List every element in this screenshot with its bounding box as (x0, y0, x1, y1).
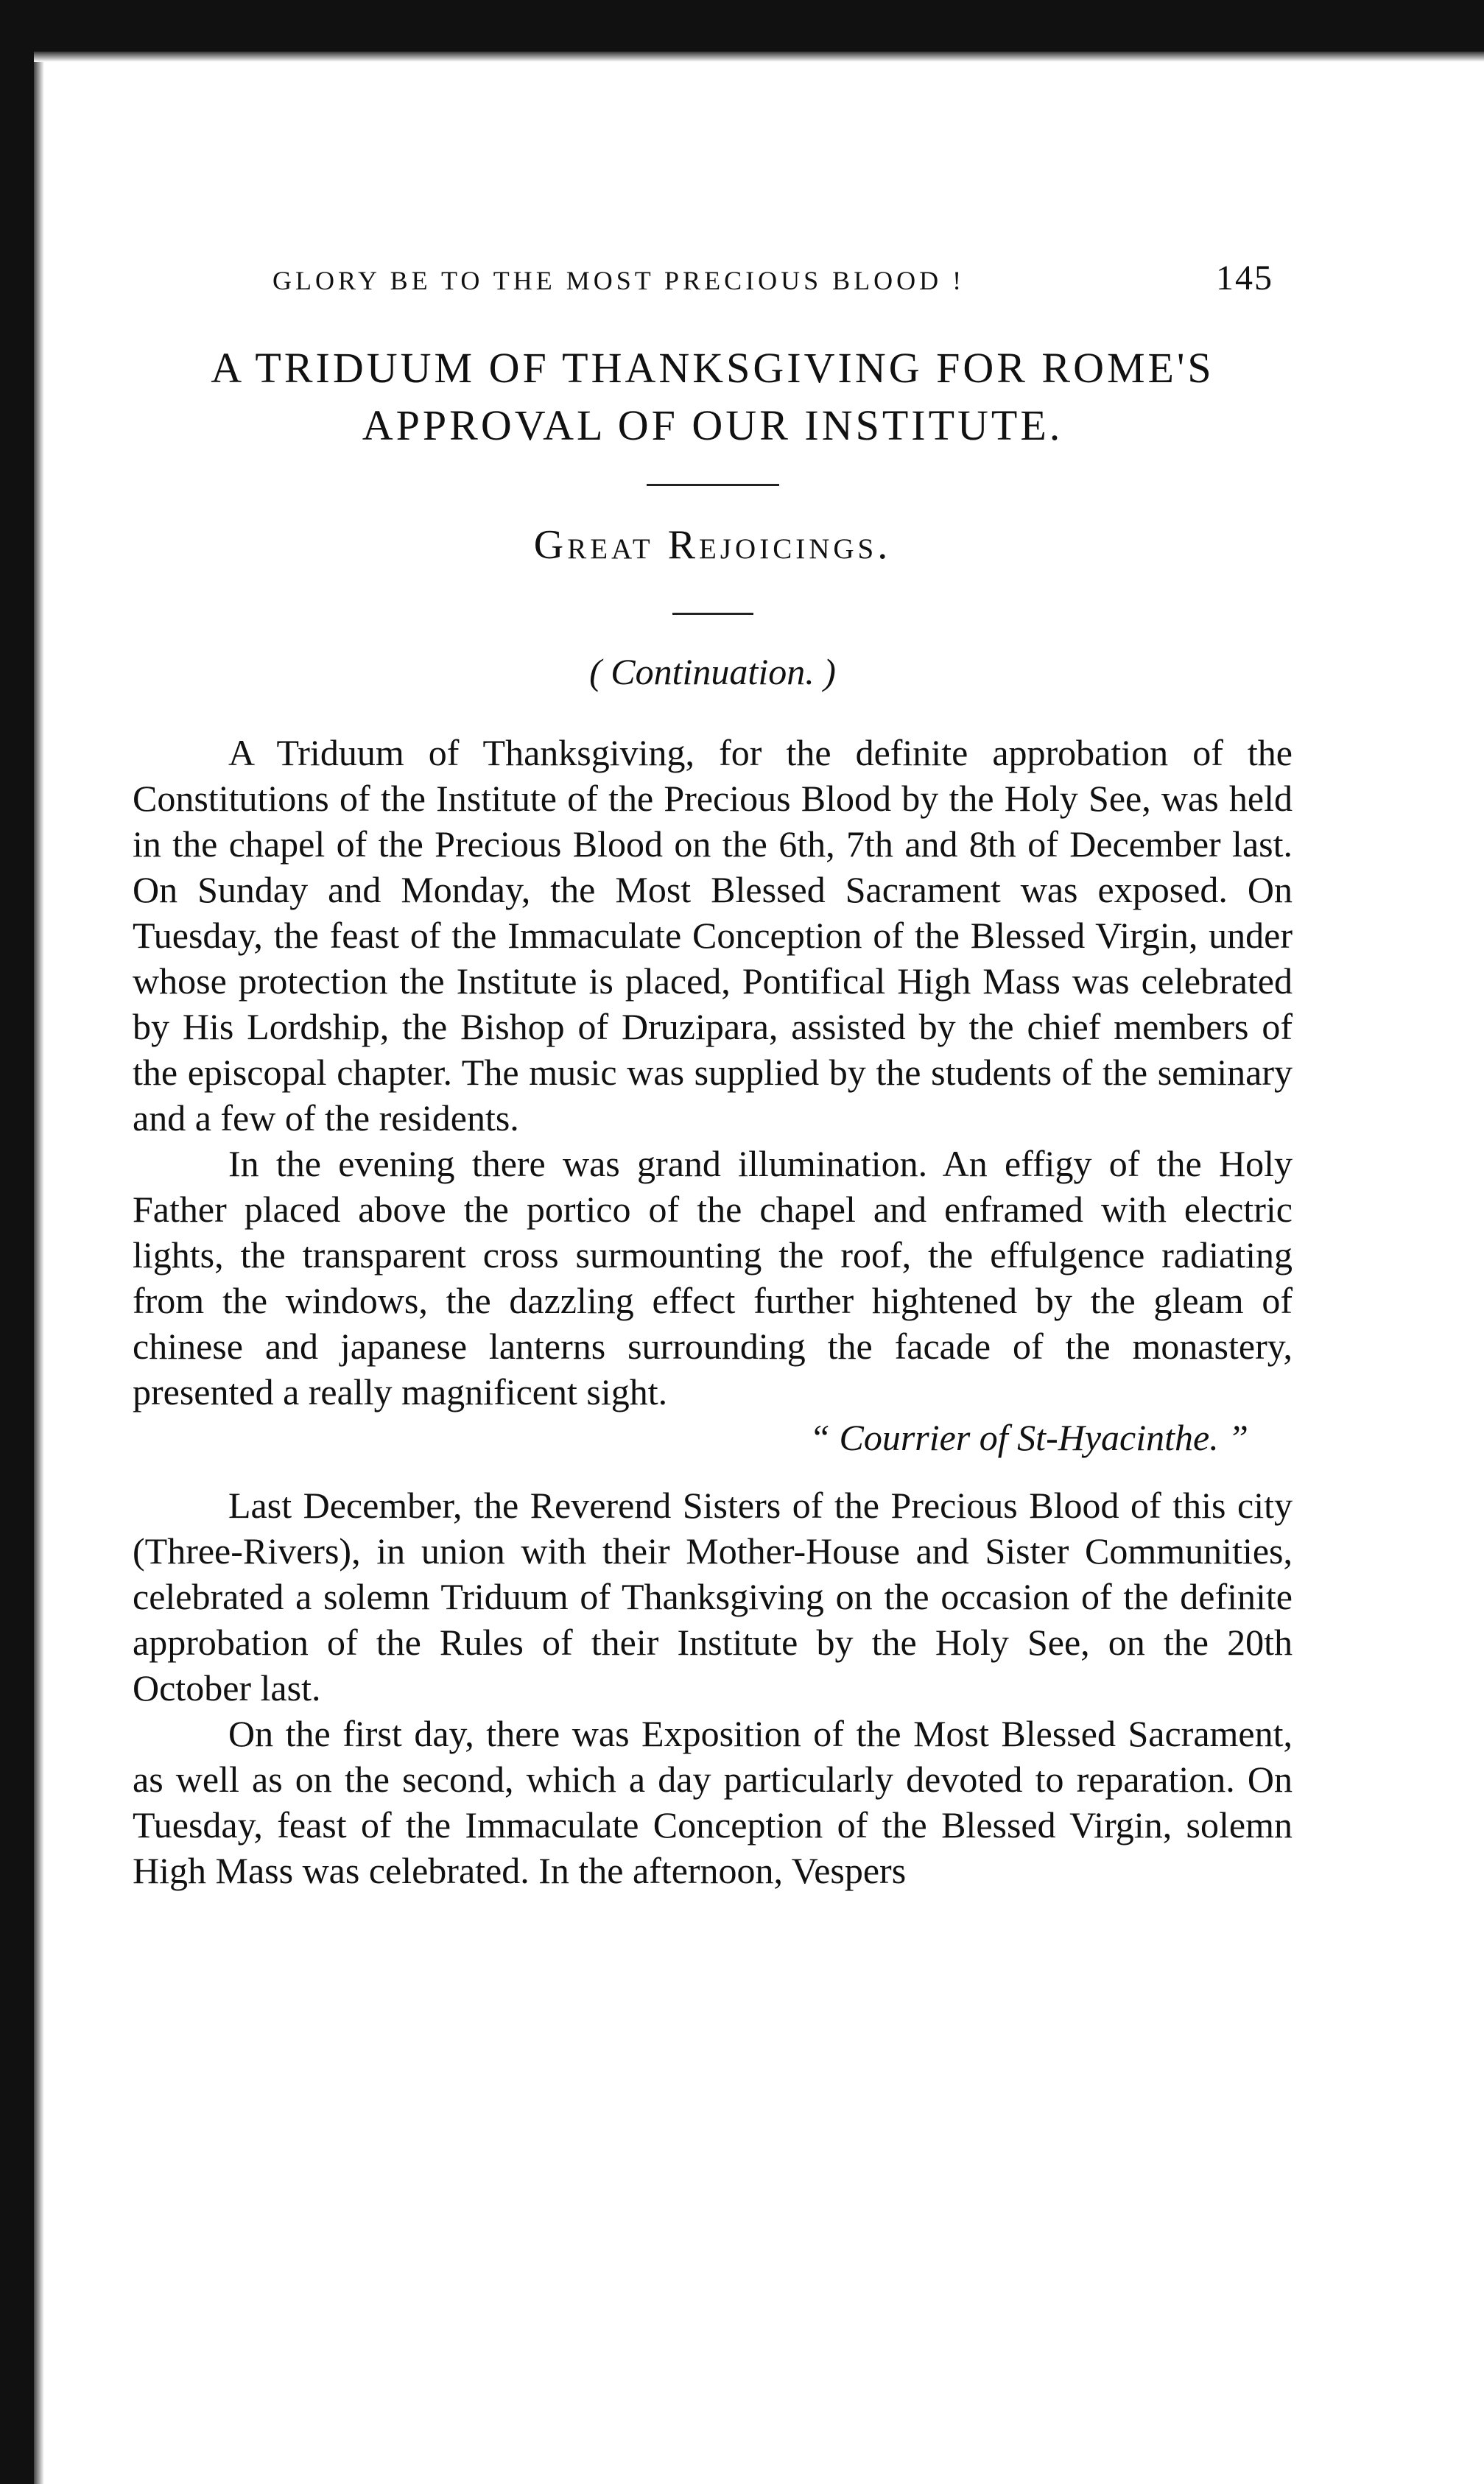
article-body (133, 730, 1293, 1893)
document-page (133, 258, 1293, 1893)
paragraph-4: On the first day, there was Exposition of the Most Blessed Sacrament, as well as on the second, which a day particularly devoted to reparation. On Tuesday, feast of the Immaculate Conception of the Blessed Virgin, solemn High Mass was celebrated. In the afternoon, Vespers (133, 1713, 1293, 1891)
scan-border-left-shadow (34, 62, 44, 2484)
article-title-line-2: APPROVAL OF OUR INSTITUTE. (362, 401, 1063, 449)
continuation-note: ( Continuation. ) (589, 651, 836, 692)
paragraph-2: In the evening there was grand illumination. An effigy of the Holy Father placed above the portico of the chapel and enframed with electric lights, the transparent cross surmounting the roof, the effulgence radiating from the windows, the dazzling effect further hightened by the gleam of chinese and japanese lanterns surrounding the facade of the monastery, presented a really magnificent sight. (133, 1143, 1293, 1412)
paragraph-1: A Triduum of Thanksgiving, for the definite approbation of the Constitutions of the Institute of the Precious Blood by the Holy See, was held in the chapel of the Precious Blood on the 6th, 7th and 8th of December last. On Sunday and Monday, the Most Blessed Sacrament was exposed. On Tuesday, the feast of the Immaculate Conception of the Blessed Virgin, under whose protection the Institute is placed, Pontifical High Mass was celebrated by His Lordship, the Bishop of Druzipara, assisted by the chief members of the episcopal chapter. The music was supplied by the students of the seminary and a few of the residents. (133, 732, 1293, 1139)
paragraph-3: Last December, the Reverend Sisters of the Precious Blood of this city (Three-Rivers), in union with their Mother-House and Sister Communities, celebrated a solemn Triduum of Thanksgiving on the occasion of the definite approbation of the Rules of their Institute by the Holy See, on the 20th October last. (133, 1485, 1293, 1709)
running-head (133, 258, 1293, 298)
title-divider (647, 484, 779, 486)
scan-border-left (0, 0, 34, 2484)
article-title-line-1: A TRIDUUM OF THANKSGIVING FOR ROME'S (211, 344, 1214, 392)
article-title (133, 339, 1293, 454)
source-attribution: “ Courrier of St-Hyacinthe. ” (809, 1417, 1248, 1458)
running-head-text: GLORY BE TO THE MOST PRECIOUS BLOOD ! (272, 266, 966, 295)
scan-border-top (0, 0, 1484, 52)
subtitle-divider (672, 613, 753, 615)
article-subtitle: Great Rejoicings. (533, 522, 892, 568)
scan-border-top-shadow (0, 52, 1484, 62)
page-number: 145 (1216, 258, 1273, 298)
